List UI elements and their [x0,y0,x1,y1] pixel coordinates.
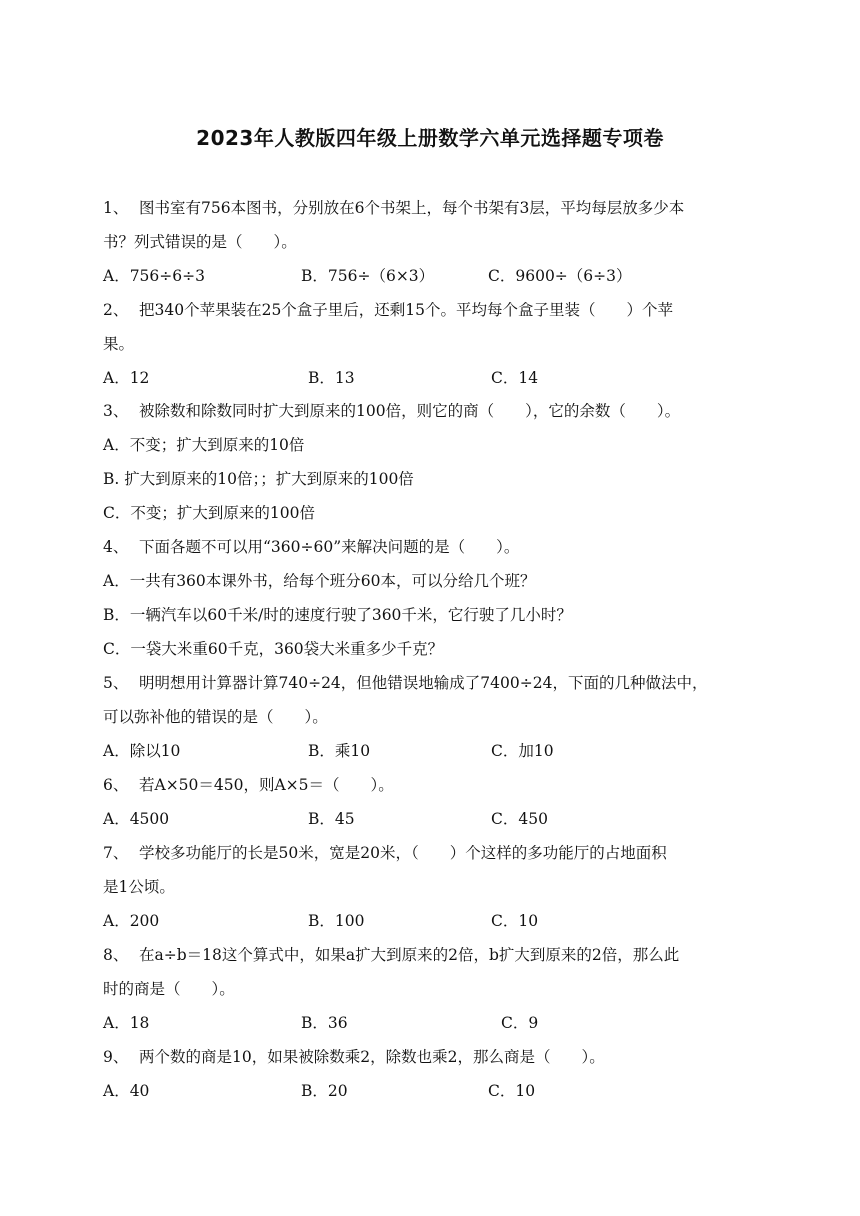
question-6-stem-line-1: 6、 若A×50＝450，则A×5＝（ ）。 [103,776,394,794]
question-7-stem-line-2: 是1公顷。 [103,878,175,896]
question-7-option-c: C．10 [491,912,539,930]
question-8-stem-line-1: 8、 在a÷b＝18这个算式中，如果a扩大到原来的2倍，b扩大到原来的2倍，那么此 [103,946,680,964]
question-3-option-b: B. 扩大到原来的10倍；；扩大到原来的100倍 [103,470,414,488]
question-2-option-c: C．14 [491,369,539,387]
question-2-option-a: A．12 [103,369,150,387]
question-4-stem-line-1: 4、 下面各题不可以用“360÷60”来解决问题的是（ ）。 [103,538,520,556]
question-6-option-c: C．450 [491,810,548,828]
question-1-stem-line-1: 1、 图书室有756本图书，分别放在6个书架上，每个书架有3层，平均每层放多少本 [103,199,685,217]
question-2-stem-line-1: 2、 把340个苹果装在25个盒子里后，还剩15个。平均每个盒子里装（ ）个苹 [103,301,674,319]
question-8-stem-line-2: 时的商是（ ）。 [103,980,235,998]
question-1-option-b: B．756÷（6×3） [301,267,435,285]
question-3-option-a: A．不变；扩大到原来的10倍 [103,436,305,454]
question-6-option-a: A．4500 [103,810,170,828]
question-5-option-a: A．除以10 [103,742,181,760]
question-1-option-c: C．9600÷（6÷3） [488,267,632,285]
question-4-option-b: B．一辆汽车以60千米/时的速度行驶了360千米，它行驶了几小时？ [103,606,572,624]
question-5-stem-line-2: 可以弥补他的错误的是（ ）。 [103,708,328,726]
question-5-option-b: B．乘10 [308,742,371,760]
question-9-option-c: C．10 [488,1082,536,1100]
question-8-option-b: B．36 [301,1014,348,1032]
page-title: 2023年人教版四年级上册数学六单元选择题专项卷 [196,126,664,150]
question-7-option-a: A．200 [103,912,160,930]
question-9-option-b: B．20 [301,1082,348,1100]
question-3-stem-line-1: 3、 被除数和除数同时扩大到原来的100倍，则它的商（ ），它的余数（ ）。 [103,402,681,420]
question-5-stem-line-1: 5、 明明想用计算器计算740÷24，但他错误地输成了7400÷24，下面的几种做法中， [103,674,708,692]
question-9-stem-line-1: 9、 两个数的商是10，如果被除数乘2，除数也乘2，那么商是（ ）。 [103,1048,605,1066]
question-2-option-b: B．13 [308,369,355,387]
question-7-stem-line-1: 7、 学校多功能厅的长是50米，宽是20米，（ ）个这样的多功能厅的占地面积 [103,844,667,862]
question-8-option-c: C．9 [501,1014,539,1032]
question-1-stem-line-2: 书？列式错误的是（ ）。 [103,233,297,251]
question-7-option-b: B．100 [308,912,365,930]
question-2-stem-line-2: 果。 [103,335,135,353]
question-6-option-b: B．45 [308,810,355,828]
question-4-option-c: C．一袋大米重60千克，360袋大米重多少千克？ [103,640,444,658]
question-1-option-a: A．756÷6÷3 [103,267,205,285]
question-8-option-a: A．18 [103,1014,150,1032]
question-9-option-a: A．40 [103,1082,150,1100]
question-3-option-c: C．不变；扩大到原来的100倍 [103,504,315,522]
question-5-option-c: C．加10 [491,742,554,760]
question-4-option-a: A．一共有360本课外书，给每个班分60本，可以分给几个班？ [103,572,536,590]
